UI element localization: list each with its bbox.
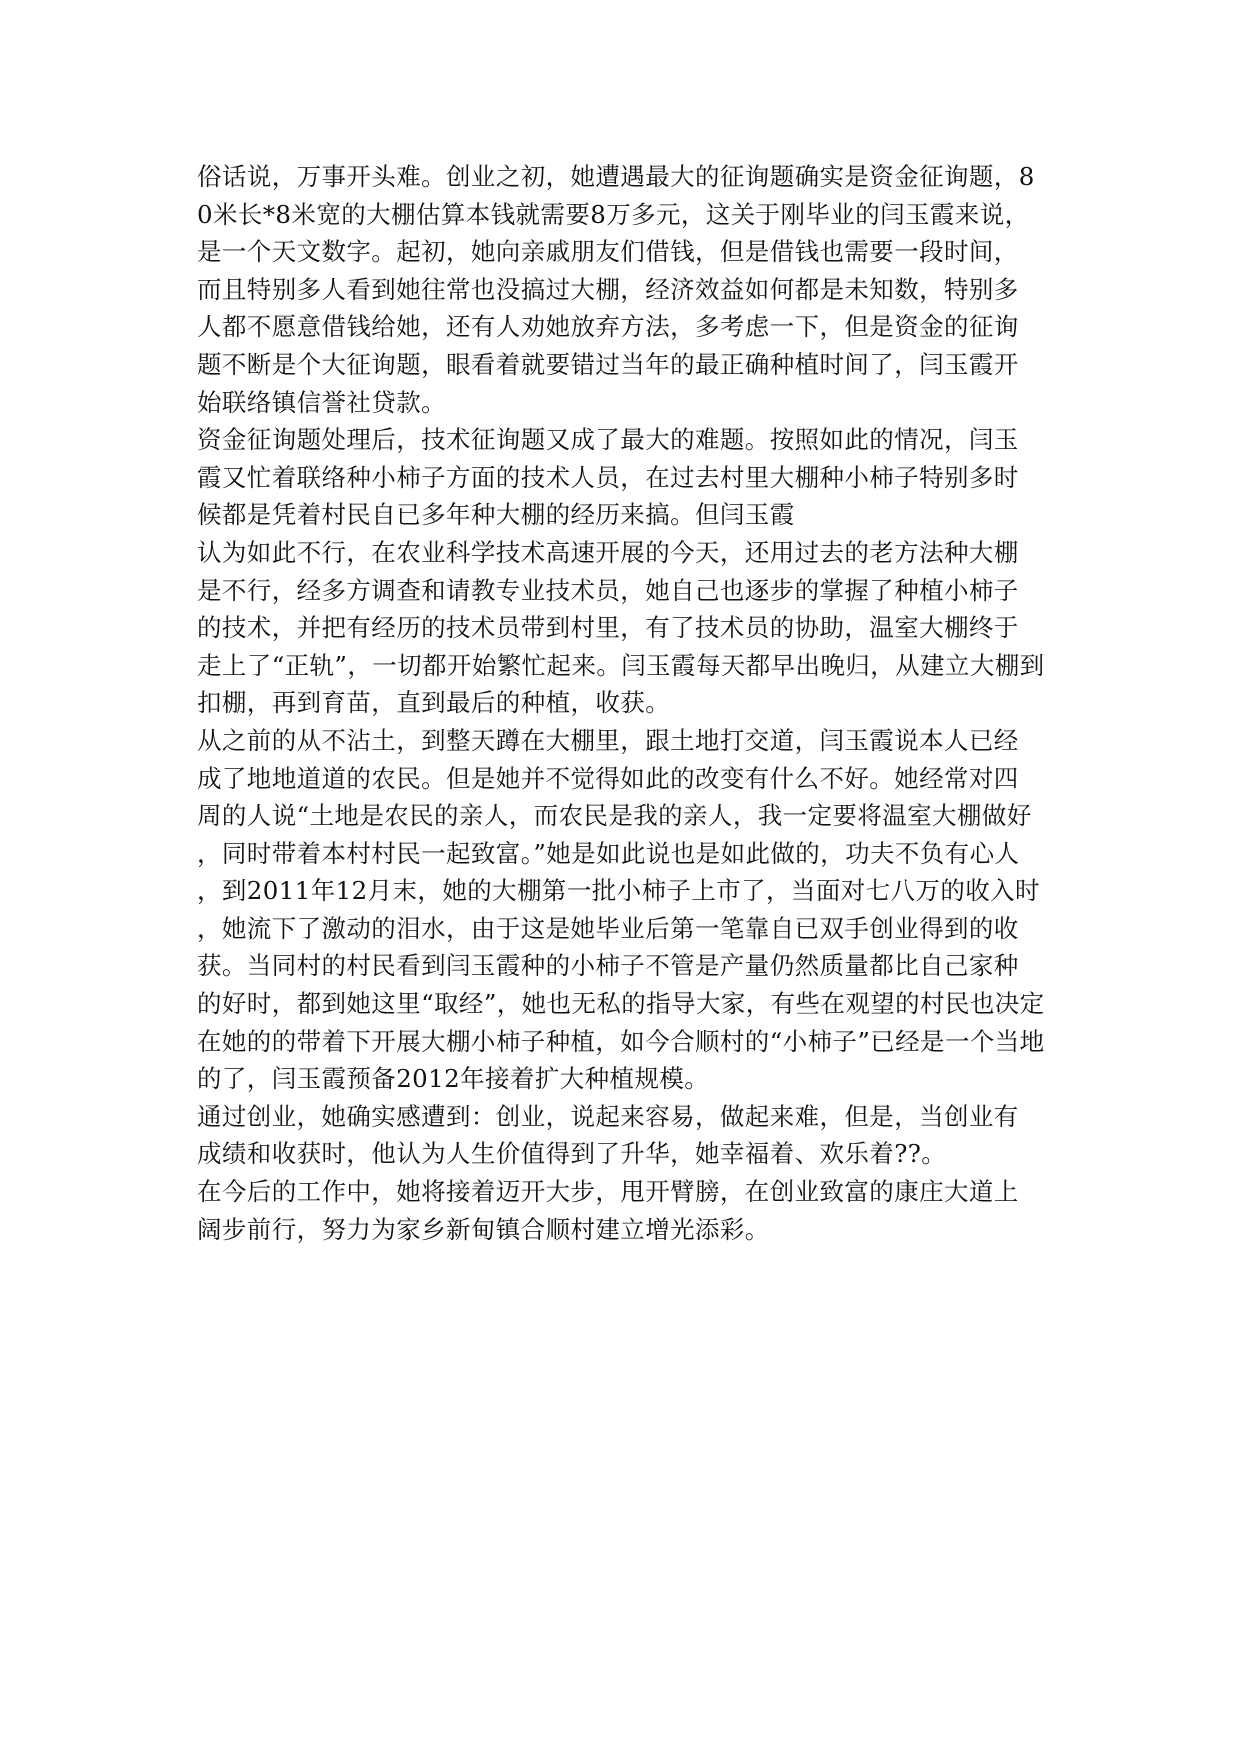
text-line: 在她的的带着下开展大棚小柿子种植，如今合顺村的“小柿子”已经是一个当地 — [197, 1026, 1045, 1056]
article-body — [197, 158, 1057, 1248]
text-line: 俗话说，万事开头难。创业之初，她遭遇最大的征询题确实是资金征询题，8 — [197, 162, 1035, 191]
text-line: 是一个天文数字。起初，她向亲戚朋友们借钱，但是借钱也需要一段时间， — [197, 237, 1019, 267]
text-line: 阔步前行，努力为家乡新甸镇合顺村建立增光添彩。 — [197, 1214, 770, 1244]
text-line: 的技术，并把有经历的技术员带到村里，有了技术员的协助，温室大棚终于 — [197, 613, 1019, 643]
text-line: ，同时带着本村村民一起致富。”她是如此说也是如此做的，功夫不负有心人 — [197, 838, 1020, 868]
text-line: 始联络镇信誉社贷款。 — [197, 387, 446, 417]
text-line: 扣棚，再到育苗，直到最后的种植，收获。 — [197, 688, 671, 718]
text-line: 走上了“正轨”，一切都开始繁忙起来。闫玉霞每天都早出晚归，从建立大棚到 — [197, 650, 1045, 680]
text-line: ，她流下了激动的泪水，由于这是她毕业后第一笔靠自已双手创业得到的收 — [197, 913, 1019, 943]
text-line: 获。当同村的村民看到闫玉霞种的小柿子不管是产量仍然质量都比自己家种 — [197, 951, 1019, 981]
text-line: ，到2011年12月末，她的大棚第一批小柿子上市了，当面对七八万的收入时 — [197, 876, 1040, 906]
text-line: 通过创业，她确实感遭到：创业，说起来容易，做起来难，但是，当创业有 — [197, 1101, 1019, 1131]
text-line: 题不断是个大征询题，眼看着就要错过当年的最正确种植时间了，闫玉霞开 — [197, 349, 1019, 379]
text-line: 的好时，都到她这里“取经”，她也无私的指导大家，有些在观望的村民也决定 — [197, 989, 1045, 1019]
text-line: 而且特别多人看到她往常也没搞过大棚，经济效益如何都是未知数，特别多 — [197, 274, 1019, 304]
text-line: 是不行，经多方调查和请教专业技术员，她自己也逐步的掌握了种植小柿子 — [197, 575, 1019, 605]
text-line: 资金征询题处理后，技术征询题又成了最大的难题。按照如此的情况，闫玉 — [197, 425, 1019, 455]
text-line: 候都是凭着村民自已多年种大棚的经历来搞。但闫玉霞 — [197, 500, 795, 530]
text-line: 霞又忙着联络种小柿子方面的技术人员，在过去村里大棚种小柿子特别多时 — [197, 462, 1019, 492]
text-line: 在今后的工作中，她将接着迈开大步，甩开臂膀，在创业致富的康庄大道上 — [197, 1177, 1019, 1207]
text-line: 成了地地道道的农民。但是她并不觉得如此的改变有什么不好。她经常对四 — [197, 763, 1019, 793]
text-line: 成绩和收获时，他认为人生价值得到了升华，她幸福着、欢乐着??。 — [197, 1139, 947, 1169]
text-line: 人都不愿意借钱给她，还有人劝她放弃方法，多考虑一下，但是资金的征询 — [197, 312, 1019, 342]
text-line: 0米长*8米宽的大棚估算本钱就需要8万多元，这关于刚毕业的闫玉霞来说， — [197, 199, 1030, 229]
text-line: 认为如此不行，在农业科学技术高速开展的今天，还用过去的老方法种大棚 — [197, 537, 1019, 567]
text-line: 周的人说“土地是农民的亲人，而农民是我的亲人，我一定要将温室大棚做好 — [197, 801, 1032, 831]
text-line: 从之前的从不沾土，到整天蹲在大棚里，跟土地打交道，闫玉霞说本人已经 — [197, 725, 1019, 755]
text-line: 的了，闫玉霞预备2012年接着扩大种植规模。 — [197, 1064, 710, 1094]
